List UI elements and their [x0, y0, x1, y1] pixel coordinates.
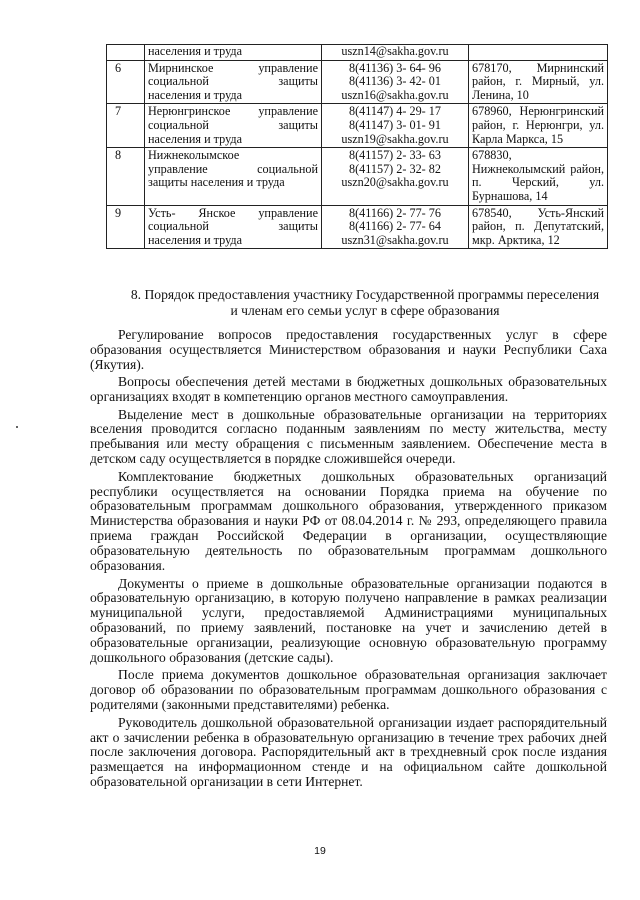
table-row [107, 104, 608, 148]
row-number-text: 8 [115, 148, 122, 163]
section-heading-line-2: и членам его семьи услуг в сфере образования [230, 303, 500, 318]
contact-cell [322, 60, 469, 104]
contact-cell [322, 205, 469, 249]
organization-cell-line: социальной защиты [148, 74, 318, 89]
organization-cell-line: управление социальной [148, 161, 318, 176]
contact-cell-line: uszn31@sakha.gov.ru [341, 233, 449, 247]
row-number [107, 205, 145, 249]
organization-cell-line: населения и труда [148, 88, 243, 102]
address-cell-line: 678170, Мирнинский [472, 60, 604, 75]
address-cell [469, 148, 608, 205]
page-number: 19 [314, 845, 326, 857]
paragraph: Вопросы обеспечения детей местами в бюджетных дошкольных образовательных организациях входят в компетенцию органов местного самоуправления. [90, 374, 607, 405]
address-cell-line: Бурнашова, 14 [472, 189, 548, 203]
row-number [107, 148, 145, 205]
address-cell [469, 45, 608, 61]
paragraph: Руководитель дошкольной образовательной организации издает распорядительный акт о зачислении ребенка в образовательную организацию в течение трех рабочих дней после заключения договора. Распорядительный акт в трехдневный срок после издания размещается на информационном стенде и на официальном сайте дошкольной образовательной организации в сети Интернет. [90, 714, 607, 790]
organization-cell [145, 60, 322, 104]
contact-cell-line: uszn20@sakha.gov.ru [341, 176, 449, 190]
contacts-table [106, 44, 608, 249]
body-text [90, 328, 607, 793]
address-cell-line: Ленина, 10 [472, 88, 529, 102]
table-row [107, 60, 608, 104]
organization-cell [145, 148, 322, 205]
contact-cell-line: uszn16@sakha.gov.ru [341, 88, 449, 102]
address-cell-line: район, п. Депутатский, [472, 219, 604, 234]
row-number [107, 60, 145, 104]
contact-cell [322, 104, 469, 148]
table-row [107, 148, 608, 205]
contact-cell-line: uszn19@sakha.gov.ru [341, 132, 449, 146]
scan-speck [16, 426, 18, 428]
organization-cell [145, 45, 322, 61]
address-cell-line: п. Черский, ул. [472, 175, 604, 190]
row-number-text: 6 [115, 60, 122, 75]
paragraph: Выделение мест в дошкольные образовательные организации на территориях вселения проводится согласно поданным заявлениям по месту жительства, месту пребывания или месту обращения с письменным заявлением. Обеспечение места в детском саду осуществляется в порядке сложившейся очереди. [90, 406, 607, 467]
paragraph: Документы о приеме в дошкольные образовательные организации подаются в образовательную организацию, в которую получено направление в рамках реализации муниципальной услуги, предоставляемой Администрациями муниципальных образований, по приему заявлений, постановке на учет и зачислению детей в образовательные организации, реализующие основную образовательную программу дошкольного образования (детские сады). [90, 575, 607, 666]
organization-cell [145, 104, 322, 148]
contact-cell-line: 8(41147) 3- 01- 91 [349, 118, 441, 132]
organization-cell-line: населения и труда [148, 45, 243, 58]
contact-cell-line: uszn14@sakha.gov.ru [341, 45, 449, 58]
contact-cell-line: 8(41136) 3- 64- 96 [349, 61, 441, 75]
table-row [107, 45, 608, 61]
organization-cell-line: социальной защиты [148, 117, 318, 132]
table-row [107, 205, 608, 249]
address-cell-line: 678830, [472, 148, 512, 163]
section-heading-line-1: 8. Порядок предоставления участнику Государственной программы переселения [130, 287, 600, 302]
address-cell-line: район, г. Мирный, ул. [472, 74, 604, 89]
contact-cell-line: 8(41157) 2- 33- 63 [349, 149, 441, 163]
contact-cell [322, 148, 469, 205]
row-number [107, 104, 145, 148]
address-cell-line: район, г. Нерюнгри, ул. [472, 117, 604, 132]
address-cell-line: Карла Маркса, 15 [472, 132, 564, 146]
contact-cell-line: 8(41157) 2- 32- 82 [349, 162, 441, 176]
contact-cell-line: 8(41147) 4- 29- 17 [349, 105, 441, 119]
organization-cell-line: населения и труда [148, 233, 243, 247]
organization-cell-line: Мирнинское управление [148, 60, 318, 75]
section-heading [120, 287, 610, 319]
address-cell [469, 104, 608, 148]
organization-cell-line: защиты населения и труда [148, 176, 285, 190]
address-cell-line: 678540, Усть-Янский [472, 205, 604, 220]
organization-cell-line: Нерюнгринское управление [148, 104, 318, 119]
organization-cell-line: Нижнеколымское [148, 148, 240, 163]
organization-cell-line: населения и труда [148, 132, 243, 146]
organization-cell-line: Усть- Янское управление [148, 205, 318, 220]
paragraph: Комплектование бюджетных дошкольных образовательных организаций республики осуществляется на основании Порядка приема на обучение по образовательным программам дошкольного образования, утвержденного приказом Министерства образования и науки РФ от 08.04.2014 г. № 293, определяющего правила приема граждан Российской Федерации в организации, осуществляющие образовательную деятельность по образовательным программам дошкольного образования. [90, 468, 607, 574]
contact-cell-line: 8(41166) 2- 77- 64 [349, 220, 441, 234]
address-cell-line: Нижнеколымский район, [472, 161, 604, 176]
organization-cell [145, 205, 322, 249]
row-number-text: 7 [115, 104, 122, 119]
address-cell [469, 60, 608, 104]
address-cell-line: мкр. Арктика, 12 [472, 233, 560, 247]
row-number-text: 9 [115, 205, 122, 220]
contact-cell-line: 8(41136) 3- 42- 01 [349, 75, 441, 89]
row-number [107, 45, 145, 61]
organization-cell-line: социальной защиты [148, 219, 318, 234]
address-cell [469, 205, 608, 249]
contact-cell [322, 45, 469, 61]
address-cell-line: 678960, Нерюнгринский [472, 104, 604, 119]
paragraph: После приема документов дошкольное образовательная организация заключает договор об образовании по образовательным программам дошкольного образования с родителями (законными представителями) ребенка. [90, 667, 607, 713]
contact-cell-line: 8(41166) 2- 77- 76 [349, 206, 441, 220]
paragraph: Регулирование вопросов предоставления государственных услуг в сфере образования осуществляется Министерством образования и науки Республики Саха (Якутия). [90, 327, 607, 372]
